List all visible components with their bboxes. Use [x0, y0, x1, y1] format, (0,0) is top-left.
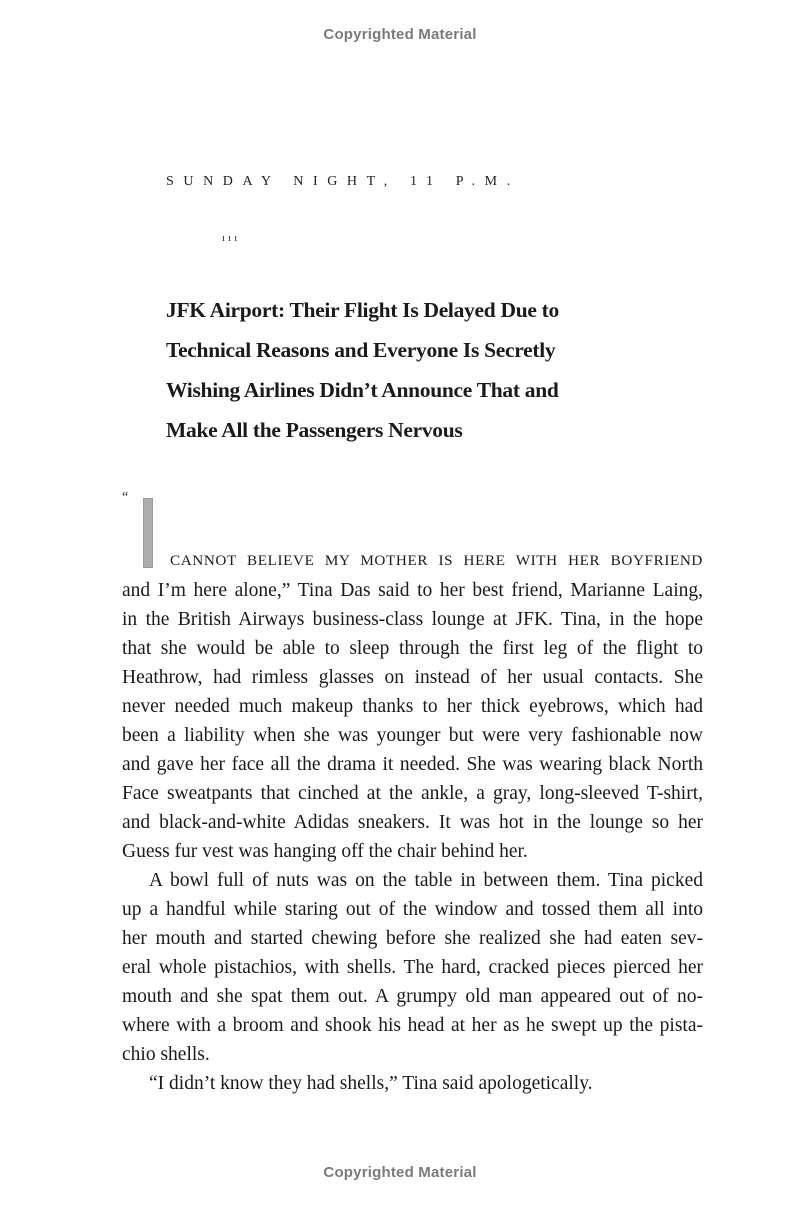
text-line: mouth and she spat them out. A grumpy old man appeared out of no- [122, 986, 703, 1007]
text-line: her mouth and started chewing before she realized she had eaten sev- [122, 928, 703, 949]
opening-smallcaps-line: CANNOT BELIEVE MY MOTHER IS HERE WITH HER BOYFRIEND [170, 552, 703, 569]
text-line: eral whole pistachios, with shells. The hard, cracked pieces pierced her [122, 957, 703, 978]
chapter-title-line: Make All the Passengers Nervous [166, 418, 463, 442]
section-time-heading: SUNDAY NIGHT, 11 P.M. [166, 174, 520, 189]
chapter-title-line: Technical Reasons and Everyone Is Secretly [166, 338, 556, 362]
text-line: been a liability when she was younger but were very fashionable now [122, 725, 703, 746]
text-line: in the British Airways business-class lounge at JFK. Tina, in the hope [122, 609, 703, 630]
copyright-watermark-bottom: Copyrighted Material [323, 1164, 477, 1181]
text-line: and gave her face all the drama it needed. She was wearing black North [122, 754, 703, 775]
chapter-title-line: Wishing Airlines Didn’t Announce That and [166, 378, 559, 402]
text-line: where with a broom and shook his head at her as he swept up the pista- [122, 1015, 703, 1036]
text-line: Face sweatpants that cinched at the ankle, a gray, long-sleeved T-shirt, [122, 783, 703, 804]
text-line: “I didn’t know they had shells,” Tina said apologetically. [149, 1073, 593, 1094]
text-line: Heathrow, had rimless glasses on instead of her usual contacts. She [122, 667, 703, 688]
opening-quote-mark: “ [122, 490, 129, 505]
chapter-title-line: JFK Airport: Their Flight Is Delayed Due to [166, 298, 559, 322]
chapter-title [166, 290, 606, 450]
drop-cap-letter [143, 498, 153, 568]
text-line: never needed much makeup thanks to her thick eyebrows, which had [122, 696, 703, 717]
text-line: A bowl full of nuts was on the table in between them. Tina picked [149, 870, 703, 891]
copyright-watermark-top: Copyrighted Material [323, 26, 477, 43]
text-line: that she would be able to sleep through the first leg of the flight to [122, 638, 703, 659]
body-text [122, 576, 703, 1098]
text-line: chio shells. [122, 1044, 210, 1065]
text-line: up a handful while staring out of the window and tossed them all into [122, 899, 703, 920]
text-line: and black-and-white Adidas sneakers. It was hot in the lounge so her [122, 812, 703, 833]
text-line: and I’m here alone,” Tina Das said to her best friend, Marianne Laing, [122, 580, 703, 601]
text-line: Guess fur vest was hanging off the chair behind her. [122, 841, 528, 862]
ornament-divider: ııı [222, 232, 241, 244]
